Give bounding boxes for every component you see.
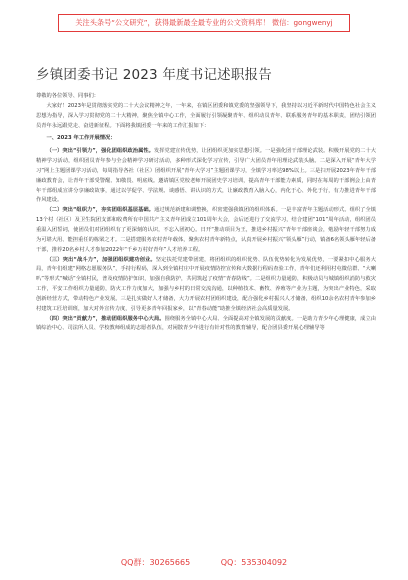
section-heading: 一、2023 年工作开展情况：	[46, 135, 116, 142]
intro-paragraph: 大家好！2023年是贯彻落实党的二十大会议精神之年，一年来，在镇区团委和镇党委的坚强领导下，我坚持以习近平新时代中国特色社会主义思想为指导，深入学习贯彻党的二十大精神，聚焦全镇中心工作，全面履行引领凝聚青年、组织动员青年、联系服务青年的基本职责，团结引领团员青年永远跟党走、奋进新征程。下面将我镇团委一年来的工作汇报如下：	[36, 102, 376, 129]
paragraph-2-title: （二）突出“组织力”，夯实团组织基层基础。	[46, 207, 154, 214]
document-body	[36, 92, 376, 334]
page-title: 乡镇团委书记 2023 年度书记述职报告	[36, 67, 272, 83]
paragraph-1	[36, 147, 376, 206]
paragraph-4-title: （四）突出“贡献力”，推动团组织服务中心大局。	[46, 315, 165, 322]
paragraph-4-body: 围绕服务全镇中心大局、全面提高对全镇发展的贡献度。一是助力青少年心理健康，成立由镇综治中心、司法所人员、学校教师组成的志愿者队伍，对闲散青少年进行有针对性的教育辅导，配合团县委开展心理辅导等	[36, 315, 377, 332]
promo-banner: 关注头条号“公文研究”，获得最新最全最专业的公文资料库！ 微信：gongwenyj	[58, 14, 350, 32]
greeting: 尊敬的各位领导、同事们：	[36, 93, 99, 99]
paragraph-2	[36, 206, 376, 255]
paragraph-3	[36, 256, 376, 315]
paragraph-3-title: （三）突出“战斗力”，加强团组织建功创业。	[46, 256, 156, 263]
paragraph-3-body: 坚定扶托党建带团建，将团组织的组织优势、队伍优势转化为发展优势，一要紧扣中心服务大局，青年们组建“网格志愿服务队”，手持行程码，深入到全镇村庄中开展疫情防控宣传和大数据行程码查验工作，青年们还利用村屯微信群、“大喇叭”等形式“喊话”全镇村民，普及疫情防护知识，加强自我防护，共同筑起了疫情“青春防线”。二是组织力量通防，积极动员与城镇组织消防与救灾工作，平安工作组织力量通防，防火工作力度加大，加强与乡村的日常交流沟通，以种植技术、畜牧、养殖等产业为主题，为突出产业特色，采取创新经营方式，带动特色产业发展。三是扎实做好人才储备，大力开展农村团组织建设，配合强化乡村振兴人才储备，组织10余名农村青年参加乡村建筑工匠培训班，加大对外宣传力度，引导更多青年回报家乡，以“青春动能”助推全镇经济社会高质量发展。	[36, 256, 376, 312]
footer-qq-group: QQ群：30265665	[120, 558, 191, 567]
paragraph-4	[36, 315, 376, 335]
paragraph-2-body: 通过规范新建和调整换，织密建强我镇团的组织体系。一是丰富青年主题活动形式。组织了全镇13个村（社区）及卫生院团支部和收费所有中国共产主义青年团成立101周年大会，会后还进行了交流学习，结合建团“101”周年活动，组织团员重温入团誓词，使团员们对团组织有了更深刻的认识，不忘入团初心。日开“推动项目为王，推进乡村振兴”青年干部座谈会，勉励年轻干部努力成为可堪大用、能担重任的栋梁之才。二是搭建服务农村青年载体，聚焦农村青年新特点，认真开展乡村振兴“领头雁”行动，镇备6名领头雁年轻后备干部，推荐20名乡村人才参加2022年“千乡万村好青年”人才培养工程。	[36, 207, 377, 253]
paragraph-1-body: 发挥党建宣传优势，让团组织更加实思想引领。一是强化团干部理论武装。积极开展党的二十大精神学习活动，组织团员青年参与全会精神学习研讨活动，多种形式深化学习宣传，引导广大团员青年用理论武装头脑。二是深入开展“青年大学习”网上主题团课学习活动，每周指导各社（社区）团组织开展“青年大学习”主题团课学习，全镇学习率达98%以上。三是扫开展2023年青年干部廉政教育会，让青年干部受警醒、知敬畏、明底线。邀请镇区党校老师开展团史学习培训，提高青年干部能力素质，同时在每周的干部例会上由青年干部组成宣讲分享廉政故事，通过以学促学、学法规、谈感悟、讲认识的方式，让廉政教育入脑入心，内化于心、外化于行，有力推进青年干部作风建设。	[36, 148, 377, 204]
footer-contact	[0, 557, 408, 568]
footer-qq: QQ：535304092	[220, 558, 288, 567]
paragraph-1-title: （一）突出“引领力”，强化团组织政治属性。	[46, 148, 154, 155]
